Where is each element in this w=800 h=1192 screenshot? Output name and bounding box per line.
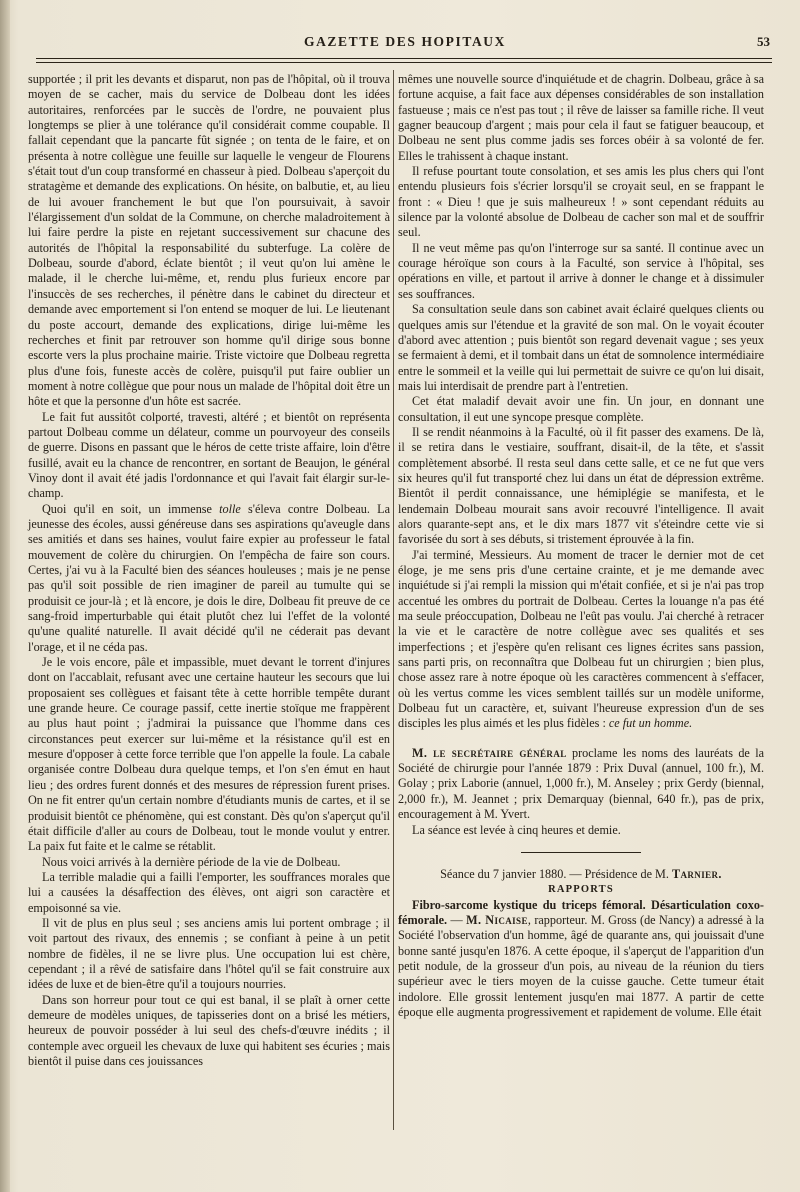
paragraph [398,746,764,823]
paragraph: Dans son horreur pour tout ce qui est banal, il se plaît à orner cette demeure de modèles uniques, de tapisseries dont on a brisé les métiers, heureux de pouvoir posséder à lui seul des chefs-d'œuvre inédits ; il contemple avec orgueil les chevaux de luxe qui habitent ses écuries ; mais bientôt il puise dans ces jouissances [28,992,390,1068]
page-header [40,34,770,56]
page-spine-shadow [0,0,10,1192]
text-run: — [447,912,467,927]
text-run: Quoi qu'il en soit, un immense [42,501,220,516]
president-name: Tarnier. [671,866,722,881]
paragraph: Il ne veut même pas qu'on l'interroge sur sa santé. Il continue avec un courage héroïque son cours à la Faculté, son service à l'hôpital, ses opérations en ville, et partout il arrive à donner le change et à dissimuler ses souffrances. [398,240,764,301]
paragraph [398,898,764,1021]
section-title-rapports: RAPPORTS [548,884,614,896]
text-run: s'éleva contre Dolbeau. La jeunesse des écoles, aussi généreuse dans ses aspirations qu'aveugle dans ses amitiés et dans ses haines, voulut faire expier au professeur le fatal mouvement de colère du chirurgien. On l'empêcha de faire son cours. Certes, j'ai vu à la Faculté bien des séances houleuses ; mais je ne pense pas qu'il soit possible de rien imaginer de pareil au tumulte qui se produisit ce jour-là ; et là encore, je dois le dire, Dolbeau fit preuve de ce sang-froid imperturbable qui était plutôt chez lui l'effet de la volonté qu'une qualité naturelle. Il avait décidé qu'il ne céderait pas devant l'orage, et il ne céda pas. [28,501,390,654]
paragraph [28,502,390,655]
article-title: Fibro-sarcome kystique du triceps fémoral. Désarticulation coxo-fémorale. [398,897,764,927]
paragraph: Il se rendit néanmoins à la Faculté, où il fit passer des examens. De là, il se retira dans le vestiaire, souffrant, disait-il, de la tête, et s'assit complètement absorbé. Il resta seul dans cette salle, et ce ne fut que vers six heures qu'il fut transporté chez lui dans un état de dépression extrême. Bientôt il perdit connaissance, une hémiplégie se manifesta, et le lendemain Dolbeau mourait sans avoir recouvré l'intelligence. Il avait alors quarante-sept ans, et le dix mars 1877 vit s'éteindre cette vie si favorisée du sort à ses débuts, si tristement éprouvée à la fin. [398,424,764,547]
paragraph: La séance est levée à cinq heures et demie. [412,822,621,837]
right-column [398,72,764,1020]
text-run: J'ai terminé, Messieurs. Au moment de tracer le dernier mot de cet éloge, je me sens pris d'une certaine crainte, et je me demande avec inquiétude si j'ai rempli la mission qui m'était confiée, et si je n'ai pas trop accentué les ombres du portrait de Dolbeau. Certes la louange n'a pas été ma seule préoccupation, Dolbeau ne l'eût pas voulu. J'ai cherché à retracer la vie et le caractère de notre collègue avec ses qualités et ses imperfections ; et j'espère qu'en relisant ces lignes écrites sans passion, sans parti pris, on reconnaîtra que Dolbeau fut un chirurgien ; bien plus, chose assez rare à notre époque où les caractères commencent à s'effacer, où les vertus comme les vices semblent taillés sur un modèle uniforme, Dolbeau fut un caractère, et, suivant l'heureuse expression d'un de ses disciples les plus aimés et les plus fidèles : [398,547,764,731]
journal-title: GAZETTE DES HOPITAUX [303,34,507,49]
italic-phrase: ce fut un homme. [608,716,693,731]
italic-word: tolle [219,501,241,516]
paragraph: Le fait fut aussitôt colporté, travesti, altéré ; et bientôt on représenta partout Dolbeau comme un délateur, comme un pourvoyeur des conseils de guerre. Disons en passant que le héros de cette triste affaire, loin d'être fusillé, avait eu la chance de rencontrer, en sortant de Beaujon, le général Vinoy dont il avait été jadis l'ordonnance et qui l'avait fait élargir sur-le-champ. [28,409,390,501]
paragraph [398,548,764,732]
paragraph: mêmes une nouvelle source d'inquiétude et de chagrin. Dolbeau, grâce à sa fortune acquise, a fait face aux dépenses considérables de son installation fastueuse ; mais ce n'est pas tout ; il rêve de laisser sa famille riche. Il veut gagner beaucoup d'argent ; mais pour cela il faut se fatiguer beaucoup, et Dolbeau ne sent plus comme jadis ses forces obéir à sa volonté de fer. Elles le trahissent à chaque instant. [398,72,764,163]
text-run: proclame les noms des lauréats de la Société de chirurgie pour l'année 1879 : Prix Duval (annuel, 100 fr.), M. Golay ; prix Laborie (annuel, 1,000 fr.), M. Anseley ; prix Gerdy (biennal, 2,000 fr.), M. Jeannet ; prix Demarquay (biennal, 640 fr.), pas de prix, encouragement à M. Yvert. [398,745,764,822]
speaker-name: M. le secrétaire général [412,745,567,760]
text-run: , rapporteur. M. Gross (de Nancy) a adressé à la Société l'observation d'un homme, âgé de quarante ans, qui jouissait d'une bonne santé jusqu'en 1876. A cette époque, il s'aperçut de l'apparition d'un petit nodule, de la grosseur d'un pois, au niveau de la réunion du tiers supérieur avec le tiers moyen de la cuisse gauche. Cette tumeur était indolore. Elle grossit lentement jusqu'en mai 1877. A partir de cette époque elle augmenta progressivement et rapidement de volume. Elle était [398,912,764,1019]
paragraph: La terrible maladie qui a failli l'emporter, les souffrances morales que lui a causées la désaffection des élèves, ont aigri son caractère et empoisonné sa vie. [28,869,390,915]
paragraph: Il vit de plus en plus seul ; ses anciens amis lui portent ombrage ; il voit partout des rivaux, des ennemis ; se confiant à peine à un petit nombre de fidèles, il ne se livre plus. Une occupation lui est chère, cependant ; il a rêvé de satisfaire dans l'hôtel qu'il se fait construire aux idées de luxe et de bien-être qu'il a toujours nourries. [28,915,390,992]
left-column [28,72,390,1069]
header-rule [36,58,772,59]
rapporteur-name: M. Nicaise [466,912,528,927]
section-rule [521,852,641,853]
page-number: 53 [757,34,770,49]
session-heading [398,867,764,882]
header-rule-thin [36,62,772,63]
paragraph: Nous voici arrivés à la dernière période de la vie de Dolbeau. [42,854,341,869]
paragraph: supportée ; il prit les devants et disparut, non pas de l'hôpital, où il trouva moyen de se cacher, mais du service de Dolbeau dont les idées autoritaires, renforcées par le succès de l'ordre, ne pouvaient plus longtemps se plier à une tolérance qu'il considérait comme coupable. Il fallait cependant que la pancarte fût signée ; on tenta de le faire, et on présenta à notre collègue une feuille sur laquelle le vengeur de Flourens s'était tout d'un coup transformé en chasseur à pied. Dolbeau s'aperçoit du stratagème et demande des explications. On hésite, on balbutie, et, au lieu de lui avouer franchement le but que l'on poursuivait, à savoir l'élargissement d'un soldat de la Commune, on cherche maladroitement à lui faire perdre la piste en rejetant successivement sur chacune des autorités de l'hôpital la responsabilité du subterfuge. La colère de Dolbeau, sourde d'abord, éclate bientôt ; il veut qu'on lui amène le malade, il le cherche lui-même, et, rendu plus furieux encore par l'insuccès de ses recherches, il pénètre dans le cabinet du directeur et demande avec emportement si l'on entend se moquer de lui. Le lieutenant du poste accourt, demande des explications, dirige lui-même les recherches et finit par retrouver son homme qu'il dirige sous bonne escorte vers la plus prochaine mairie. Triste victoire que Dolbeau regretta plus d'une fois, funeste accès de colère, puisqu'il put faire oublier un moment à notre collègue que pour nous un malade de l'hôpital doit être un hôte et que la personne d'un hôte est sacrée. [28,72,390,409]
column-divider [393,70,394,1130]
text-run: Séance du 7 janvier 1880. — Présidence de M. [440,866,672,881]
paragraph: Cet état maladif devait avoir une fin. Un jour, en donnant une consultation, il eut une syncope presque complète. [398,394,764,424]
paragraph: Sa consultation seule dans son cabinet avait éclairé quelques clients ou quelques amis sur l'étendue et la gravité de son mal. On le voyait écouter d'abord avec attention ; puis bientôt son regard devenait vague ; ses yeux se fermaient à demi, et il tombait dans un état de somnolence intermédiaire entre le sommeil et la veille qui lui permettait de suivre ce qu'on lui disait, mais lui interdisait de prendre part à l'entretien. [398,302,764,393]
paragraph: Je le vois encore, pâle et impassible, muet devant le torrent d'injures dont on l'accablait, refusant avec une certaine hauteur les secours que lui proposaient ses collègues et faisant tête à cette horrible tempête durant une grande heure. Ce courage passif, cette inertie stoïque me frappèrent au plus haut point ; j'admirai la puissance que l'homme dans ces circonstances peut exercer sur lui-même et la résistance qu'il est en mesure d'opposer à cette force terrible que l'on appelle la foule. La cabale organisée contre Dolbeau dura quelque temps, et l'on s'en émut en haut lieu ; des ordres furent donnés et des mesures de répression furent prises. On ne fit entrer qu'un certain nombre d'étudiants munis de cartes, et il se produisit bientôt ce phénomène, qui est constant. Dès qu'on s'aperçut qu'il était difficile d'aller au cours de Dolbeau, tout le monde voulut y entrer. La paix fut faite et le calme se rétablit. [28,655,390,854]
paragraph: Il refuse pourtant toute consolation, et ses amis les plus chers qui l'ont entendu plusieurs fois s'écrier lorsqu'il se croyait seul, en se frappant le front : « Dieu ! que je suis malheureux ! » sont cependant réduits au silence par la volonté absolue de Dolbeau de cacher son mal et de souffrir seul. [398,164,764,240]
